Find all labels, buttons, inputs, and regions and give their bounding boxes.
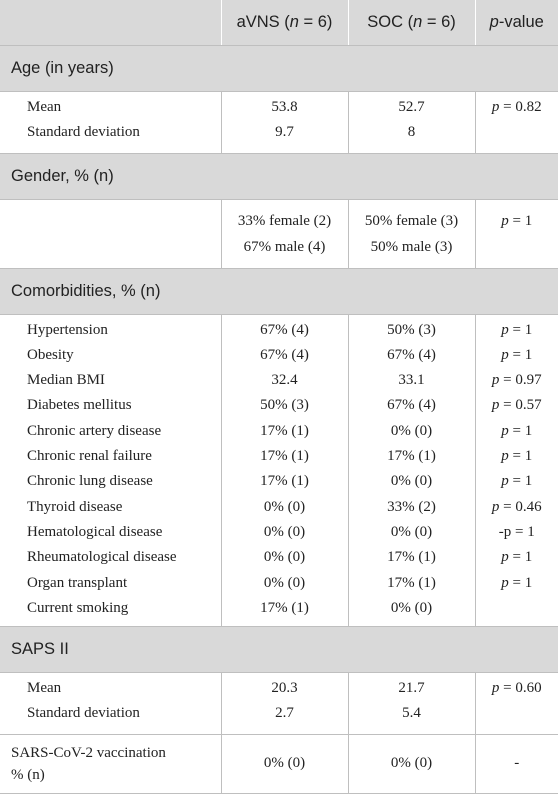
header-pvalue: p-value [475,0,558,46]
avns-cell: 0% (0) [221,734,348,793]
section-gender [0,153,558,199]
header-blank [0,0,221,46]
value-cell: 33% female (2) [222,208,348,234]
soc-cell [348,199,475,268]
value-cell: 9.7 [222,120,348,145]
value-cell: 67% (4) [222,318,348,343]
row-label: Chronic lung disease [27,469,221,494]
value-cell: 0% (0) [349,469,475,494]
value-cell: 67% (4) [222,343,348,368]
value-cell: 2.7 [222,701,348,726]
value-cell: 0% (0) [349,520,475,545]
value-cell: 20.3 [222,676,348,701]
soc-cell [348,92,475,154]
section-comorbidities [0,268,558,314]
avns-cell [221,92,348,154]
pvalue-cell [475,673,558,735]
pvalue: -p = 1 [476,520,558,545]
avns-cell [221,314,348,627]
row-label: Rheumatological disease [27,545,221,570]
pvalue-cell [475,314,558,627]
pvalue: p = 0.60 [476,676,558,701]
value-cell: 53.8 [222,95,348,120]
value-cell: 50% male (3) [349,234,475,260]
row-label: Standard deviation [27,701,221,726]
value-cell: 17% (1) [222,596,348,621]
saps-body [0,673,558,735]
pvalue-cell: - [475,734,558,793]
soc-cell [348,673,475,735]
header-soc: SOC (n = 6) [348,0,475,46]
row-label: SARS-CoV-2 vaccination [11,742,221,764]
row-label: Chronic renal failure [27,444,221,469]
age-body [0,92,558,154]
value-cell: 0% (0) [222,495,348,520]
value-cell: 21.7 [349,676,475,701]
row-label: Obesity [27,343,221,368]
pvalue: p = 1 [476,208,558,234]
row-label: Diabetes mellitus [27,393,221,418]
pvalue: p = 1 [476,571,558,596]
label-cell [0,673,221,735]
comorbidities-body [0,314,558,627]
value-cell: 0% (0) [349,419,475,444]
pvalue-cell [475,199,558,268]
pvalue: p = 0.57 [476,393,558,418]
row-label: Hypertension [27,318,221,343]
row-label: Standard deviation [27,120,221,145]
row-label: Mean [27,95,221,120]
label-cell [0,314,221,627]
pvalue: p = 0.46 [476,495,558,520]
section-title: Age (in years) [0,46,558,92]
value-cell: 0% (0) [349,596,475,621]
section-title: Gender, % (n) [0,153,558,199]
row-label: Current smoking [27,596,221,621]
pvalue: p = 1 [476,469,558,494]
section-age [0,46,558,92]
value-cell: 33.1 [349,368,475,393]
header-avns: aVNS (n = 6) [221,0,348,46]
value-cell: 67% (4) [349,393,475,418]
pvalue: p = 1 [476,343,558,368]
value-cell: 0% (0) [222,571,348,596]
section-saps [0,627,558,673]
soc-cell [348,314,475,627]
value-cell: 0% (0) [222,545,348,570]
soc-cell: 0% (0) [348,734,475,793]
value-cell: 32.4 [222,368,348,393]
label-cell [0,734,221,793]
pvalue: p = 1 [476,545,558,570]
pvalue: p = 1 [476,444,558,469]
pvalue: p = 0.97 [476,368,558,393]
vaccination-row [0,734,558,793]
value-cell: 17% (1) [222,444,348,469]
value-cell: 67% (4) [349,343,475,368]
value-cell: 33% (2) [349,495,475,520]
value-cell: 67% male (4) [222,234,348,260]
avns-cell [221,673,348,735]
value-cell: 17% (1) [349,571,475,596]
label-cell [0,92,221,154]
value-cell: 17% (1) [349,444,475,469]
value-cell: 50% (3) [349,318,475,343]
value-cell: 52.7 [349,95,475,120]
value-cell: 5.4 [349,701,475,726]
value-cell: 17% (1) [222,469,348,494]
value-cell: 17% (1) [222,419,348,444]
value-cell: 8 [349,120,475,145]
pvalue: p = 1 [476,419,558,444]
row-label: Thyroid disease [27,495,221,520]
section-title: Comorbidities, % (n) [0,268,558,314]
label-cell [0,199,221,268]
value-cell: 17% (1) [349,545,475,570]
pvalue: p = 0.82 [476,95,558,120]
row-label: % (n) [11,764,221,786]
pvalue: p = 1 [476,318,558,343]
row-label: Mean [27,676,221,701]
value-cell: 50% female (3) [349,208,475,234]
gender-body [0,199,558,268]
row-label: Median BMI [27,368,221,393]
avns-cell [221,199,348,268]
row-label: Hematological disease [27,520,221,545]
section-title: SAPS II [0,627,558,673]
row-label: Organ transplant [27,571,221,596]
row-label: Chronic artery disease [27,419,221,444]
header-row [0,0,558,46]
value-cell: 50% (3) [222,393,348,418]
pvalue [476,596,558,621]
pvalue-cell [475,92,558,154]
value-cell: 0% (0) [222,520,348,545]
